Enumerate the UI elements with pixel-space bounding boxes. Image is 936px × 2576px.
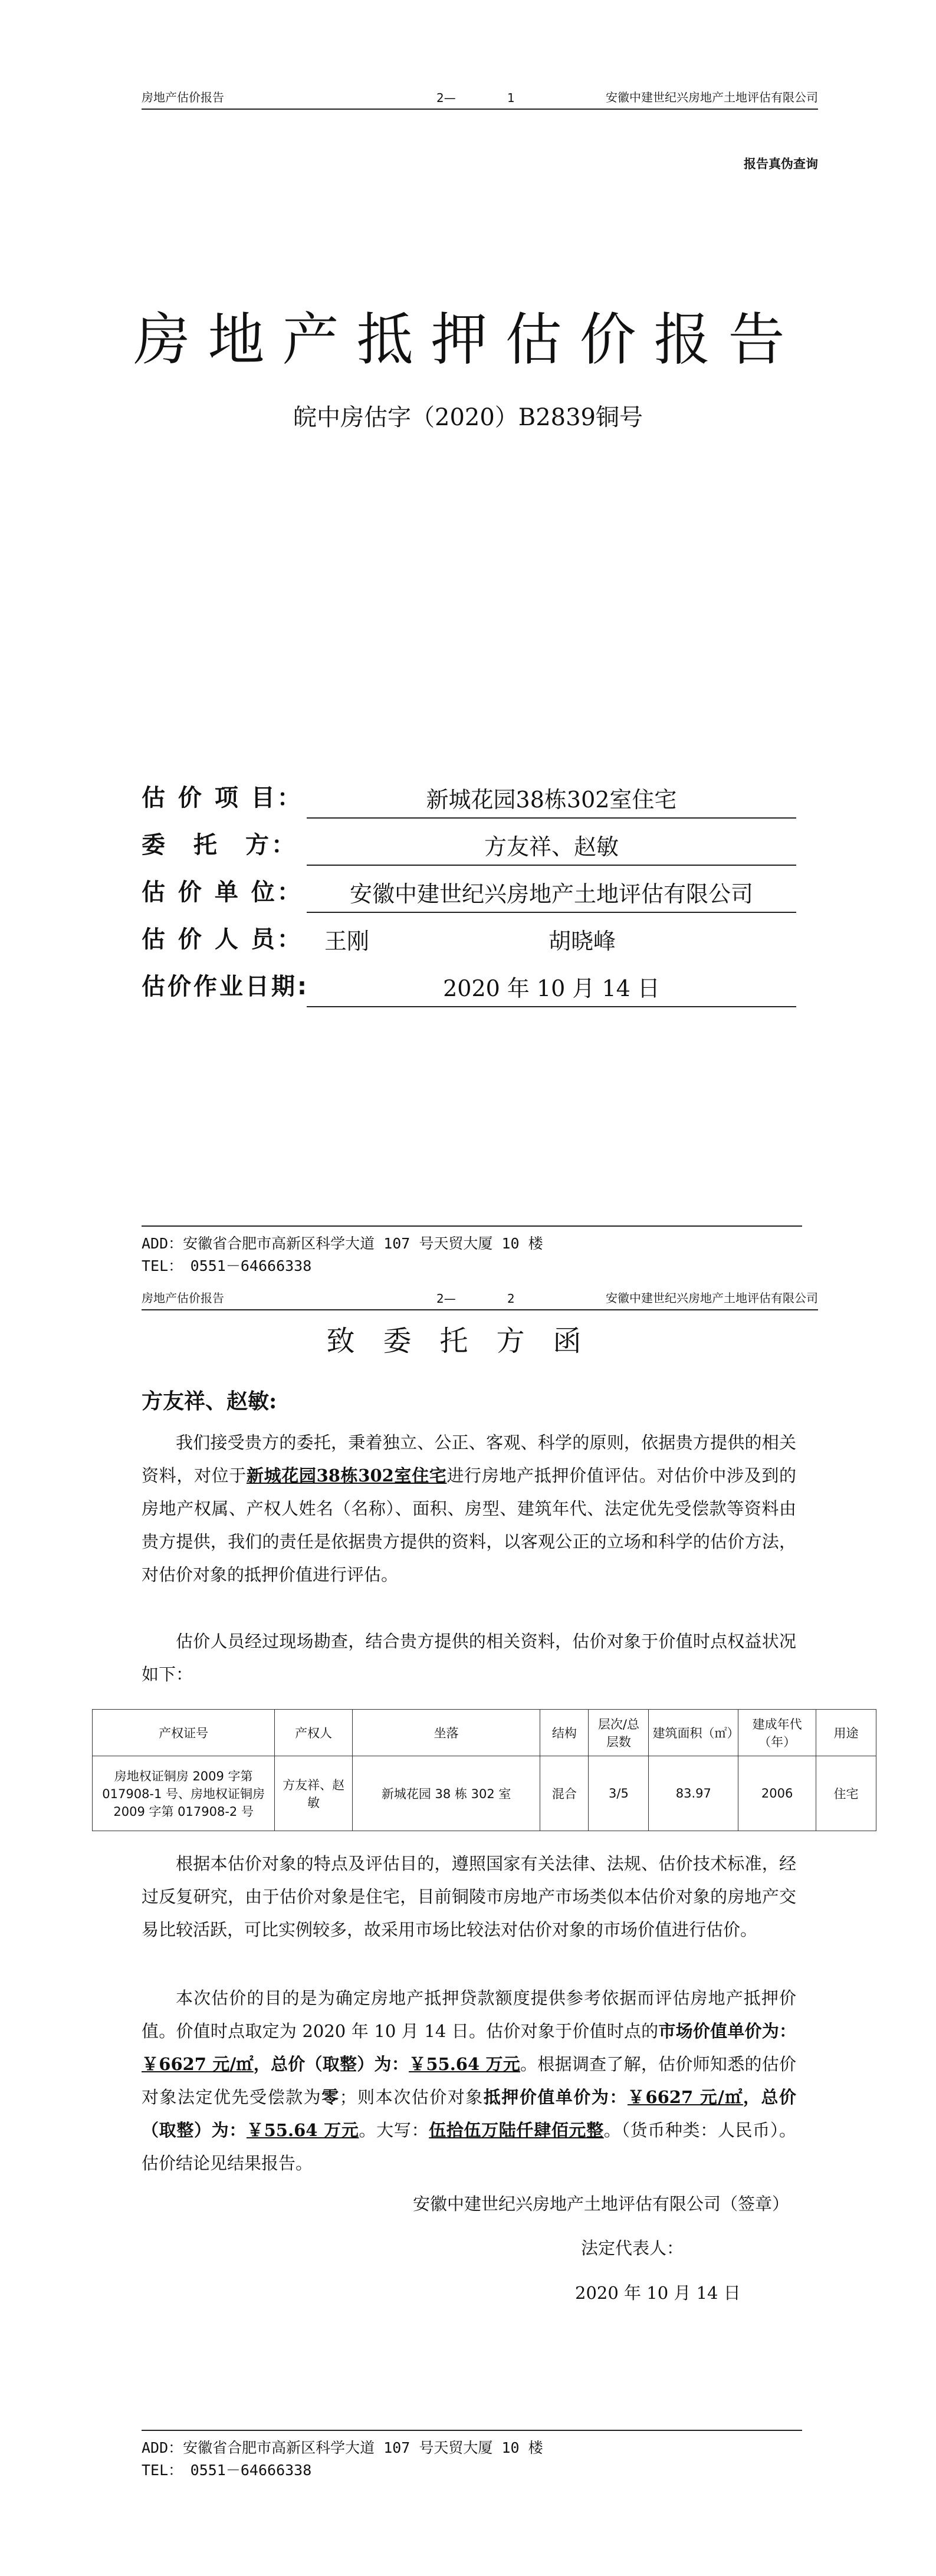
market-unit-price: ￥6627 元/㎡ <box>142 2054 254 2074</box>
table-cell: 83.97 <box>649 1756 738 1831</box>
text-run: 进行房地产抵押价值评估。对估价中涉及到的房地产权属、产权人姓名（名称）、面积、房型、建筑年代、法定优先受偿款等资料由贵方提供，我们的责任是依据贵方提供的资料，以客观公正的立场和科学的估价方法，对估价对象的抵押价值进行评估。 <box>142 1466 796 1585</box>
market-total-label: 总价（取整）为： <box>270 2054 409 2074</box>
header-company: 安徽中建世纪兴房地产土地评估有限公司 <box>606 90 818 104</box>
field-project <box>142 777 796 819</box>
signature-date: 2020 年 10 月 14 日 <box>575 2283 741 2303</box>
letter-paragraph-4 <box>142 1982 796 2180</box>
text-run: 本次估价的目的是为确定房地产抵押贷款额度提供参考依据而评估房地产抵押价值。价值时点取定为 2020 年 10 月 14 日。估价对象于价值时点的 <box>142 1988 796 2041</box>
page-footer <box>142 2430 802 2482</box>
text-run: ；则本次估价对象 <box>339 2087 484 2107</box>
report-title: 房地产抵押估价报告 <box>133 307 803 373</box>
table-cell: 混合 <box>540 1756 589 1831</box>
footer-tel: TEL： 0551－64666338 <box>142 2462 312 2479</box>
priority-claim-amount: 零 <box>321 2087 340 2107</box>
field-client <box>142 824 796 866</box>
header-page-prefix: 2— <box>436 1292 456 1306</box>
column-header: 建成年代（年） <box>738 1710 816 1756</box>
column-header: 用途 <box>816 1710 876 1756</box>
footer-address: ADD：安徽省合肥市高新区科学大道 107 号天贸大厦 10 楼 <box>142 2439 543 2456</box>
field-value: 新城花园38栋302室住宅 <box>307 781 796 819</box>
report-verify-link[interactable]: 报告真伪查询 <box>744 157 818 171</box>
table-header-row <box>93 1710 876 1756</box>
mortgage-total-price: ￥55.64 万元 <box>246 2120 359 2140</box>
field-value: 方友祥、赵敏 <box>307 829 796 866</box>
letter-title: 致委托方函 <box>326 1325 610 1358</box>
column-header: 建筑面积（㎡） <box>649 1710 738 1756</box>
page-header <box>142 1288 818 1310</box>
header-left: 房地产估价报告 <box>142 90 224 104</box>
mortgage-unit-price: ￥6627 元/㎡ <box>627 2087 743 2107</box>
field-label: 估 价 人 员： <box>142 926 303 953</box>
table-cell: 2006 <box>738 1756 816 1831</box>
field-label: 估价作业日期: <box>142 973 309 1000</box>
column-header: 层次/总层数 <box>589 1710 649 1756</box>
column-header: 坐落 <box>352 1710 540 1756</box>
header-company: 安徽中建世纪兴房地产土地评估有限公司 <box>606 1291 818 1305</box>
field-date <box>142 966 796 1007</box>
header-page-number: 2 <box>507 1292 515 1306</box>
header-page-prefix: 2— <box>436 91 456 105</box>
letter-paragraph-1 <box>142 1426 796 1591</box>
table-row <box>93 1756 876 1831</box>
field-value: 2020 年 10 月 14 日 <box>307 970 796 1007</box>
page-header <box>142 87 818 110</box>
header-left: 房地产估价报告 <box>142 1291 224 1305</box>
text-run: 。（货币种类：人民币）。估价结论见结果报告。 <box>142 2120 796 2173</box>
field-value: 安徽中建世纪兴房地产土地评估有限公司 <box>307 876 796 913</box>
mortgage-unit-price-label: 抵押价值单价为： <box>483 2087 628 2107</box>
appraiser-name: 胡晓峰 <box>549 928 616 954</box>
text-run: 我们接受贵方的委托，秉着独立、公正、客观、科学的原则，依据贵方提供的相关资料，对位于 <box>142 1432 796 1486</box>
table-cell: 房地权证铜房 2009 字第 017908-1 号、房地权证铜房 2009 字第 017908-2 号 <box>93 1756 275 1831</box>
letter-salutation: 方友祥、赵敏: <box>142 1389 277 1414</box>
field-label: 估 价 项 目： <box>142 784 303 811</box>
appraiser-name: 王刚 <box>324 928 370 954</box>
text-run: 。根据调查了解，估价师知悉的估价对象法定优先受偿款为 <box>142 2054 796 2107</box>
market-unit-price-label: 市场价值单价为： <box>658 2021 796 2041</box>
text-run: 。大写： <box>359 2120 429 2140</box>
table-cell: 方友祥、赵敏 <box>275 1756 353 1831</box>
market-total-price: ￥55.64 万元 <box>409 2054 521 2074</box>
page-footer <box>142 1225 802 1277</box>
column-header: 产权证号 <box>93 1710 275 1756</box>
cover-page <box>0 0 936 1280</box>
table-cell: 3/5 <box>589 1756 649 1831</box>
property-address: 新城花园38栋302室住宅 <box>246 1466 447 1486</box>
signature-company: 安徽中建世纪兴房地产土地评估有限公司（签章） <box>413 2194 790 2214</box>
field-label: 估 价 单 位： <box>142 879 303 906</box>
header-page-number: 1 <box>507 91 515 105</box>
property-rights-table <box>92 1709 876 1831</box>
column-header: 结构 <box>540 1710 589 1756</box>
field-label: 委 托 方： <box>142 832 297 859</box>
mortgage-total-label: ，总价（取整）为： <box>142 2087 796 2140</box>
footer-tel: TEL： 0551－64666338 <box>142 1257 312 1274</box>
legal-representative: 法定代表人： <box>581 2238 684 2258</box>
footer-address: ADD：安徽省合肥市高新区科学大道 107 号天贸大厦 10 楼 <box>142 1235 543 1252</box>
text-run: ， <box>253 2054 271 2074</box>
table-cell: 住宅 <box>816 1756 876 1831</box>
table-cell: 新城花园 38 栋 302 室 <box>352 1756 540 1831</box>
field-appraisers <box>142 919 796 960</box>
column-header: 产权人 <box>275 1710 353 1756</box>
doc-number: 皖中房估字（2020）B2839铜号 <box>293 404 643 431</box>
letter-paragraph-3: 根据本估价对象的特点及评估目的，遵照国家有关法律、法规、估价技术标准，经过反复研究，由于估价对象是住宅，目前铜陵市房地产市场类似本估价对象的房地产交易比较活跃，可比实例较多，故采用市场比较法对估价对象的市场价值进行估价。 <box>142 1854 796 1940</box>
letter-paragraph-2: 估价人员经过现场勘查，结合贵方提供的相关资料，估价对象于价值时点权益状况如下： <box>142 1631 796 1684</box>
field-appraiser-company <box>142 872 796 913</box>
amount-in-words: 伍拾伍万陆仟肆佰元整 <box>429 2120 604 2140</box>
